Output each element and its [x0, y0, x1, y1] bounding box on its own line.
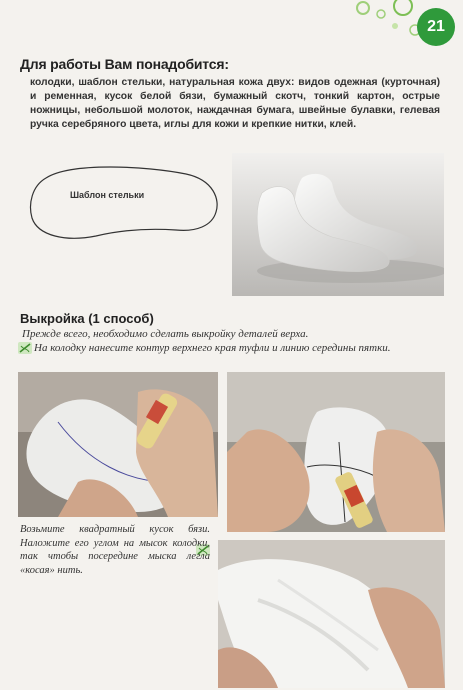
materials-list: колодки, шаблон стельки, натуральная кожа двух: видов одежная (курточная) и ременная, кусок белой бязи, бумажный скотч, тонкий картон, острые ножницы, небольшой молоток, наждачная бумага, швейные булавки, гелевая ручка серебряного цвета, иглы для кожи и крепкие нитки, клей.: [30, 77, 440, 130]
shoe-lasts-photo: [232, 153, 444, 296]
page-number-badge: 21: [417, 8, 455, 46]
fabric-on-last-photo: [218, 540, 445, 688]
step-one-text: На колодку нанесите контур верхнего края туфли и линию середины пятки.: [34, 342, 391, 354]
marking-last-photo-left: [18, 372, 218, 517]
step-two-text: Возьмите квадратный кусок бязи. Наложите его углом на мысок колодки, так чтобы посередине мыска легла «косая» нить.: [20, 524, 210, 576]
materials-heading: Для работы Вам понадобится:: [20, 56, 229, 72]
section-title: Выкройка (1 способ): [20, 311, 154, 326]
insole-template-label: Шаблон стельки: [70, 190, 145, 200]
insole-template: [26, 160, 222, 246]
section-intro: Прежде всего, необходимо сделать выкройку деталей верха.: [22, 328, 309, 340]
marking-last-photo-right: [227, 372, 445, 532]
insole-outline: [26, 160, 222, 246]
